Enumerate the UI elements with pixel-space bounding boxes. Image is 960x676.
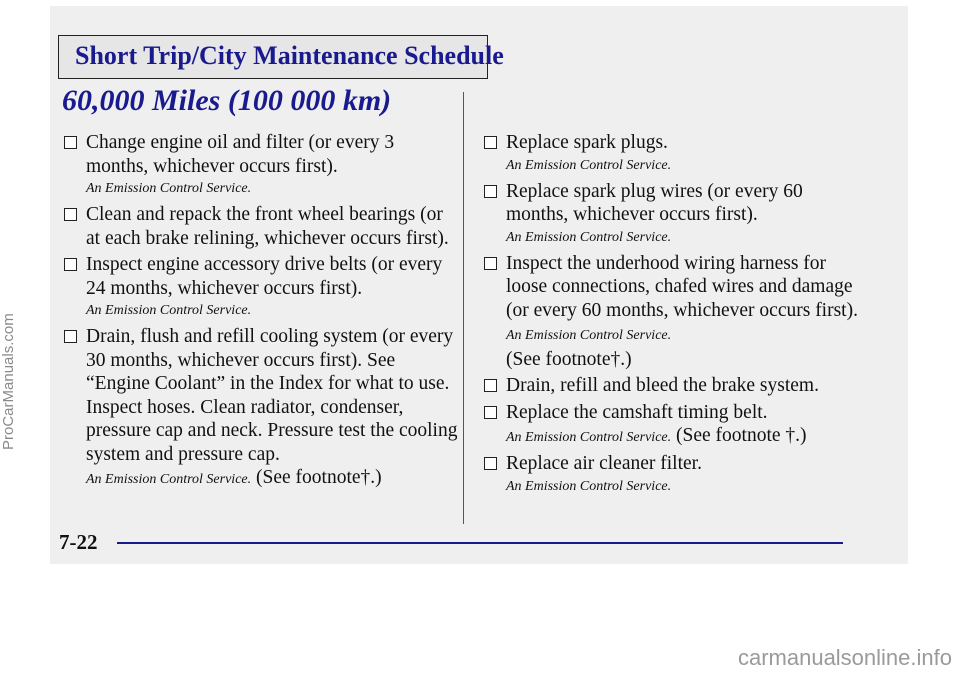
emission-note: An Emission Control Service. bbox=[506, 430, 672, 445]
checkbox-icon[interactable] bbox=[64, 208, 77, 221]
item-text: Replace the camshaft timing belt. bbox=[506, 401, 768, 423]
checkbox-icon[interactable] bbox=[484, 257, 497, 270]
item-text: Inspect engine accessory drive belts (or every 24 months, whichever occurs first). bbox=[86, 254, 443, 299]
maintenance-item bbox=[60, 203, 460, 250]
checkbox-icon[interactable] bbox=[484, 406, 497, 419]
emission-note: An Emission Control Service. bbox=[506, 328, 672, 343]
item-text: Replace spark plug wires (or every 60 months, whichever occurs first). bbox=[506, 180, 803, 225]
item-text: Replace air cleaner filter. bbox=[506, 453, 702, 474]
footnote-ref: (See footnote†.) bbox=[256, 467, 382, 488]
checkbox-icon[interactable] bbox=[484, 185, 497, 198]
maintenance-item bbox=[480, 374, 860, 398]
emission-note: An Emission Control Service. bbox=[86, 303, 252, 318]
bottom-watermark: carmanualsonline.info bbox=[737, 645, 952, 670]
checkbox-icon[interactable] bbox=[64, 136, 77, 149]
emission-note: An Emission Control Service. bbox=[506, 229, 672, 245]
maintenance-item bbox=[480, 401, 860, 450]
maintenance-item bbox=[480, 452, 860, 498]
side-watermark: ProCarManuals.com bbox=[0, 313, 17, 450]
left-column bbox=[60, 131, 460, 494]
maintenance-item bbox=[60, 325, 460, 491]
maintenance-item bbox=[480, 131, 860, 177]
maintenance-item bbox=[60, 131, 460, 200]
item-text: Clean and repack the front wheel bearings (or at each brake relining, whichever occurs first). bbox=[86, 204, 449, 249]
item-text: Drain, flush and refill cooling system (or every 30 months, whichever occurs first). See “Engine Coolant” in the Index for what to use. Inspect hoses. Clean radiator, condenser, pressure cap and neck. Pressure test the cooling system and pressure cap. bbox=[86, 326, 458, 465]
item-text: Change engine oil and filter (or every 3 months, whichever occurs first). bbox=[86, 132, 395, 177]
item-text: Replace spark plugs. bbox=[506, 132, 668, 153]
emission-note: An Emission Control Service. bbox=[86, 472, 252, 487]
item-text: Inspect the underhood wiring harness for loose connections, chafed wires and damage (or every 60 months, whichever occurs first). bbox=[506, 252, 858, 321]
maintenance-item bbox=[480, 180, 860, 249]
checkbox-icon[interactable] bbox=[484, 457, 497, 470]
right-column bbox=[480, 131, 860, 501]
schedule-header-title: Short Trip/City Maintenance Schedule bbox=[75, 41, 504, 70]
footer-rule bbox=[117, 542, 843, 544]
footnote-ref: (See footnote †.) bbox=[676, 425, 807, 446]
column-divider bbox=[463, 92, 464, 524]
item-text: Drain, refill and bleed the brake system. bbox=[506, 375, 819, 396]
checkbox-icon[interactable] bbox=[64, 258, 77, 271]
maintenance-item bbox=[480, 252, 860, 372]
checkbox-icon[interactable] bbox=[64, 330, 77, 343]
checkbox-icon[interactable] bbox=[484, 136, 497, 149]
page-number: 7-22 bbox=[59, 530, 98, 554]
emission-note: An Emission Control Service. bbox=[506, 157, 672, 173]
footnote-ref: (See footnote†.) bbox=[506, 348, 632, 370]
checkbox-icon[interactable] bbox=[484, 379, 497, 392]
emission-note: An Emission Control Service. bbox=[506, 478, 672, 494]
section-title: 60,000 Miles (100 000 km) bbox=[62, 84, 392, 117]
schedule-header-box bbox=[58, 35, 504, 79]
emission-note: An Emission Control Service. bbox=[86, 181, 252, 196]
maintenance-item bbox=[60, 253, 460, 322]
